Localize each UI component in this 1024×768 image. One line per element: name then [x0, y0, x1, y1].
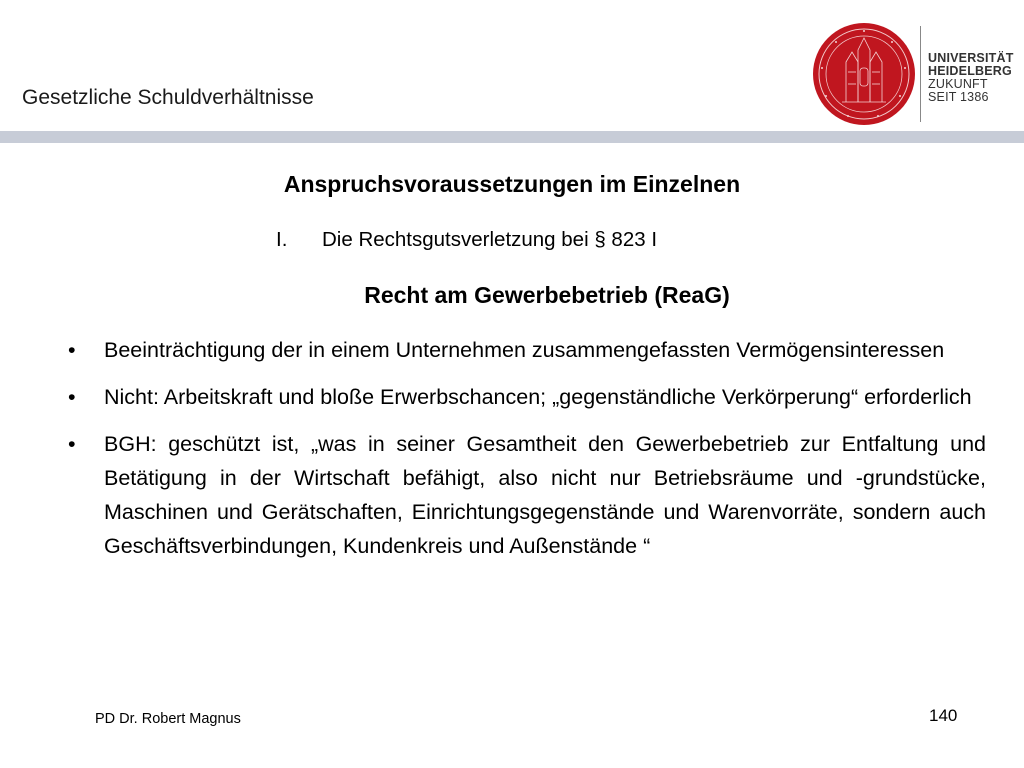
footer-author: PD Dr. Robert Magnus	[95, 711, 241, 727]
university-wordmark	[928, 52, 1014, 104]
wordmark-line-3: ZUKUNFT	[928, 77, 988, 91]
bullet-marker: •	[68, 385, 76, 409]
bullet-marker: •	[68, 432, 76, 456]
presentation-title: Gesetzliche Schuldverhältnisse	[22, 86, 314, 109]
bullet-text: Beeinträchtigung der in einem Unternehmen zusammengefassten Vermögensinteressen	[104, 338, 945, 362]
slide-subtitle: Recht am Gewerbebetrieb (ReaG)	[364, 282, 730, 308]
section-text: Die Rechtsgutsverletzung bei § 823 I	[322, 228, 658, 251]
wordmark-line-1: UNIVERSITÄT	[928, 51, 1014, 65]
header-divider-bar	[0, 131, 1024, 143]
bullet-item	[68, 330, 986, 370]
bullet-text: BGH: geschützt ist, „was in seiner Gesamtheit den Gewerbebetrieb zur Entfaltung und Betätigung in der Wirtschaft befähigt, also nicht nur Betriebsräume und -grundstücke, Maschinen und Gerätschaften, Einrichtungsgegenstände und Warenvorräte, sondern auch Geschäftsverbindungen, Kundenkreis und Außenstände “	[104, 432, 986, 558]
bullet-marker: •	[68, 338, 76, 362]
bullet-item	[68, 377, 986, 417]
bullet-list	[68, 330, 986, 563]
university-seal-logo	[812, 22, 916, 126]
section-heading	[276, 228, 657, 252]
slide-title: Anspruchsvoraussetzungen im Einzelnen	[283, 171, 741, 197]
wordmark-line-4: SEIT 1386	[928, 90, 989, 104]
bullet-item	[68, 427, 986, 563]
page-number: 140	[929, 706, 958, 725]
bullet-text: Nicht: Arbeitskraft und bloße Erwerbschancen; „gegenständliche Verkörperung“ erforderlich	[104, 385, 972, 409]
wordmark-line-2: HEIDELBERG	[928, 64, 1012, 78]
logo-divider	[920, 26, 921, 122]
section-number: I.	[276, 228, 288, 251]
